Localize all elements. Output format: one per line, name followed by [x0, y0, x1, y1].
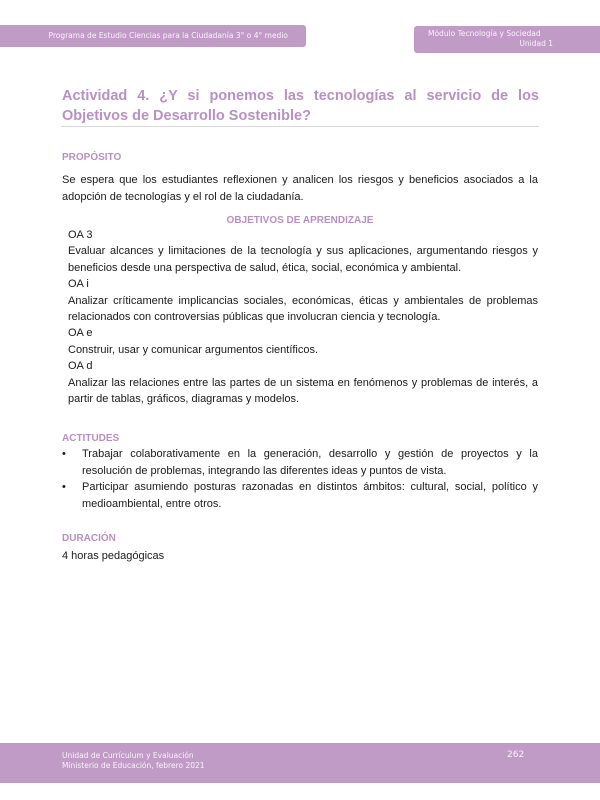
header-program-banner: [0, 25, 306, 47]
footer-unit: Unidad de Currículum y Evaluación: [62, 751, 194, 760]
activity-title: Actividad 4. ¿Y si ponemos las tecnologías al servicio de los Objetivos de Desarrollo Sostenible?: [62, 88, 539, 124]
oa-code: OA e: [68, 327, 93, 340]
oa-text: Construir, usar y comunicar argumentos científicos.: [68, 343, 319, 356]
footer-credits: [62, 751, 205, 770]
actitudes-heading: ACTITUDES: [62, 433, 120, 444]
oa-code: OA d: [68, 360, 93, 373]
header-module-banner: [414, 26, 600, 53]
module-title: Módulo Tecnología y Sociedad: [428, 29, 541, 38]
objetivos-heading: OBJETIVOS DE APRENDIZAJE: [226, 215, 374, 226]
actitud-text: Trabajar colaborativamente en la generación, desarrollo y gestión de proyectos y la resolución de problemas, integrando las diferentes ideas y puntos de vista.: [82, 448, 538, 477]
unit-label: Unidad 1: [519, 39, 553, 48]
oa-code: OA 3: [68, 229, 93, 241]
proposito-heading: PROPÓSITO: [62, 152, 122, 163]
bullet-icon: •: [62, 448, 66, 460]
proposito-text: Se espera que los estudiantes reflexionen y analicen los riesgos y beneficios asociados a la adopción de tecnologías y el rol de la ciudadanía.: [62, 174, 538, 203]
bullet-icon: •: [62, 481, 66, 493]
title-divider: [61, 126, 539, 127]
objetivos-list: [68, 227, 538, 407]
program-title: Programa de Estudio Ciencias para la Ciudadanía 3° o 4° medio: [48, 31, 288, 40]
page-footer: [0, 743, 600, 783]
oa-code: OA i: [68, 278, 89, 291]
list-item: [62, 446, 538, 479]
oa-text: Analizar las relaciones entre las partes de un sistema en fenómenos y problemas de interés, a partir de tablas, gráficos, diagramas y modelos.: [68, 376, 538, 406]
list-item: [62, 479, 538, 512]
duracion-text: 4 horas pedagógicas: [62, 550, 165, 562]
actitudes-list: [62, 446, 538, 512]
duracion-heading: DURACIÓN: [62, 533, 116, 544]
footer-ministry-date: Ministerio de Educación, febrero 2021: [62, 760, 205, 770]
actitud-text: Participar asumiendo posturas razonadas en distintos ámbitos: cultural, social, político y medioambiental, entre otros.: [82, 481, 538, 510]
page-number: 262: [507, 750, 525, 760]
oa-text: Evaluar alcances y limitaciones de la tecnología y sus aplicaciones, argumentando riesgos y beneficios desde una perspectiva de salud, ética, social, económica y ambiental.: [68, 245, 538, 274]
oa-text: Analizar críticamente implicancias sociales, económicas, éticas y ambientales de problemas relacionados con controversias públicas que involucran ciencia y tecnología.: [68, 294, 538, 324]
